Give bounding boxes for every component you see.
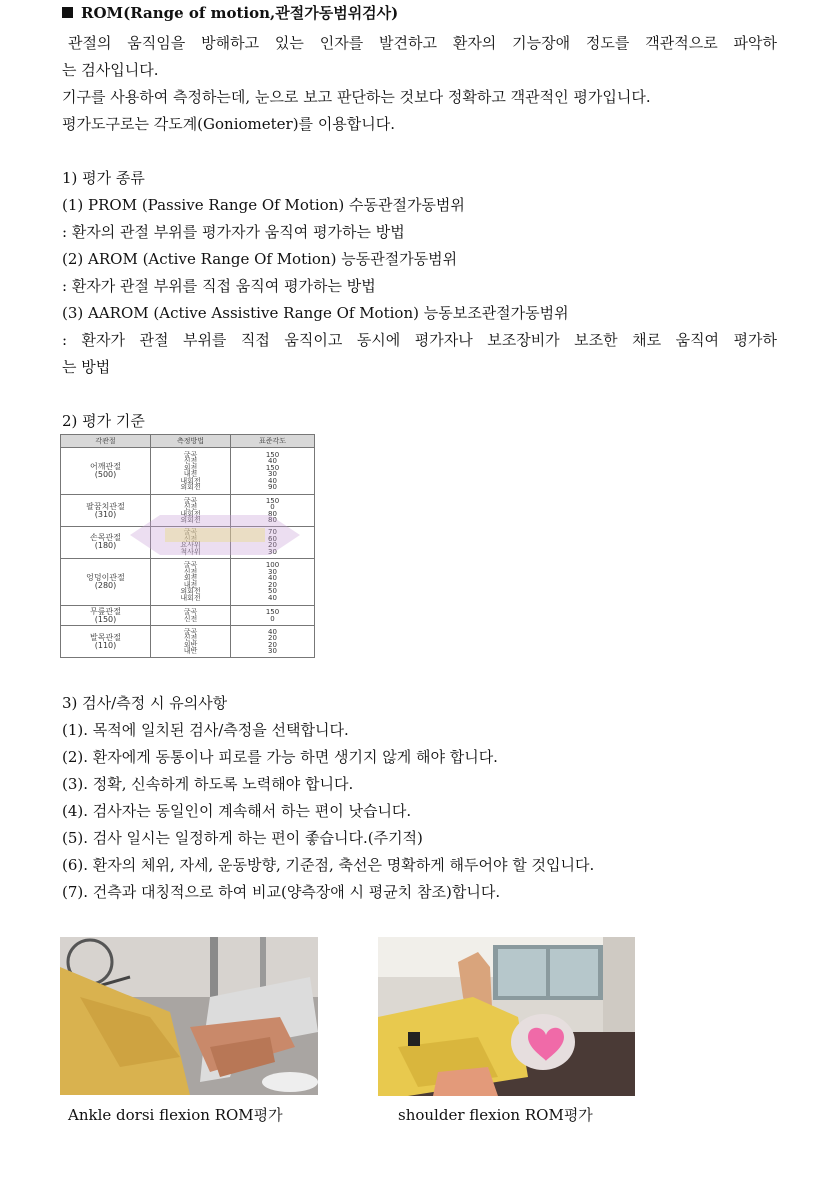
table-row [61, 626, 315, 658]
intro-line-4: 평가도구로는 각도계(Goniometer)를 이용합니다. [62, 115, 396, 133]
prom-line: (1) PROM (Passive Range Of Motion) 수동관절가동범위 [62, 196, 465, 214]
method-item: 신전 [183, 567, 198, 576]
right-photo-caption: shoulder flexion ROM평가 [398, 1106, 593, 1124]
angle-value: 60 [268, 534, 277, 543]
method-item: 굴곡 [183, 561, 198, 570]
aarom-line: (3) AAROM (Active Assistive Range Of Motion) 능동보조관절가동범위 [62, 304, 569, 322]
section2-title: 2) 평가 기준 [62, 412, 145, 430]
angle-value: 20 [268, 580, 277, 589]
method-item: 외회전 [180, 587, 201, 596]
angle-value: 40 [268, 476, 277, 485]
arom-line: (2) AROM (Active Range Of Motion) 능동관절가동범위 [62, 250, 458, 268]
angle-cell [231, 606, 315, 626]
section3-title: 3) 검사/측정 시 유의사항 [62, 694, 228, 712]
aarom-description-2: 는 방법 [62, 358, 111, 376]
joint-cell [61, 448, 151, 495]
caution-item-4: (4). 검사자는 동일인이 계속해서 하는 편이 낫습니다. [62, 802, 412, 820]
angle-value: 150 [265, 608, 280, 617]
table-row [61, 558, 315, 605]
page-title [62, 3, 398, 23]
caution-item-7: (7). 건측과 대칭적으로 하여 비교(양측장애 시 평균치 참조)합니다. [62, 883, 501, 901]
joint-total: (500) [94, 470, 117, 480]
joint-cell [61, 626, 151, 658]
header-angle: 표준각도 [231, 435, 315, 448]
method-item: 굴곡 [183, 627, 198, 636]
method-item: 신전 [183, 614, 198, 623]
joint-name: 엉덩이관절 [86, 572, 125, 582]
table-row [61, 495, 315, 527]
joint-total: (280) [94, 580, 117, 590]
method-item: 신전 [183, 534, 198, 543]
arom-description: : 환자가 관절 부위를 직접 움직여 평가하는 방법 [62, 277, 376, 295]
ankle-dorsi-flexion-photo [60, 937, 318, 1095]
angle-value: 20 [268, 640, 277, 649]
joint-cell [61, 527, 151, 559]
method-item: 외전 [183, 463, 198, 472]
prom-description: : 환자의 관절 부위를 평가자가 움직여 평가하는 방법 [62, 223, 405, 241]
left-photo-caption: Ankle dorsi flexion ROM평가 [68, 1106, 283, 1124]
joint-name: 발목관절 [90, 632, 121, 642]
angle-cell [231, 558, 315, 605]
method-item: 내회전 [180, 593, 201, 602]
intro-line-3: 기구를 사용하여 측정하는데, 눈으로 보고 판단하는 것보다 정확하고 객관적인 평가입니다. [62, 88, 651, 106]
angle-value: 90 [268, 483, 277, 492]
method-cell [151, 626, 231, 658]
method-item: 내반 [183, 647, 198, 656]
angle-cell [231, 527, 315, 559]
joint-name: 무릎관절 [90, 606, 121, 616]
method-item: 굴곡 [183, 450, 198, 459]
method-item: 신전 [183, 503, 198, 512]
caution-item-5: (5). 검사 일시는 일정하게 하는 편이 좋습니다.(주기적) [62, 829, 423, 847]
angle-value: 70 [268, 528, 277, 537]
angle-value: 150 [265, 463, 280, 472]
method-item: 외회전 [180, 483, 201, 492]
angle-value: 80 [268, 509, 277, 518]
square-bullet-icon [62, 7, 73, 18]
table-row [61, 448, 315, 495]
angle-value: 20 [268, 634, 277, 643]
method-cell [151, 606, 231, 626]
joint-total: (110) [94, 640, 117, 650]
joint-name: 손목관절 [90, 533, 121, 543]
method-item: 외전 [183, 574, 198, 583]
angle-value: 80 [268, 516, 277, 525]
method-item: 외회전 [180, 516, 201, 525]
angle-value: 20 [268, 541, 277, 550]
intro-line-2: 는 검사입니다. [62, 61, 159, 79]
joint-total: (150) [94, 614, 117, 624]
angle-value: 0 [270, 614, 275, 623]
joint-total: (310) [94, 509, 117, 519]
table-row [61, 527, 315, 559]
joint-total: (180) [94, 541, 117, 551]
method-item: 요사위 [180, 541, 201, 550]
method-item: 내전 [183, 580, 198, 589]
angle-value: 150 [265, 450, 280, 459]
table-header-row [61, 435, 315, 448]
caution-item-2: (2). 환자에게 동통이나 피로를 가능 하면 생기지 않게 해야 합니다. [62, 748, 498, 766]
joint-cell [61, 495, 151, 527]
method-item: 굴곡 [183, 528, 198, 537]
shoulder-flexion-photo [378, 937, 635, 1096]
angle-value: 30 [268, 567, 277, 576]
angle-value: 40 [268, 627, 277, 636]
method-cell [151, 495, 231, 527]
angle-value: 50 [268, 587, 277, 596]
caution-item-3: (3). 정확, 신속하게 하도록 노력해야 합니다. [62, 775, 354, 793]
method-item: 외반 [183, 640, 198, 649]
method-item: 내회전 [180, 509, 201, 518]
section1-title: 1) 평가 종류 [62, 169, 145, 187]
angle-value: 150 [265, 496, 280, 505]
method-item: 척사위 [180, 547, 201, 556]
caution-item-1: (1). 목적에 일치된 검사/측정을 선택합니다. [62, 721, 349, 739]
method-item: 내전 [183, 470, 198, 479]
joint-name: 어깨관절 [90, 462, 121, 472]
method-item: 내회전 [180, 476, 201, 485]
page-title-text: ROM(Range of motion,관절가동범위검사) [81, 4, 399, 22]
intro-line-1: 관절의 움직임을 방해하고 있는 인자를 발견하고 환자의 기능장애 정도를 객관적으로 파악하 [68, 34, 777, 52]
method-item: 굴곡 [183, 608, 198, 617]
joint-cell [61, 606, 151, 626]
angle-value: 30 [268, 470, 277, 479]
method-item: 신전 [183, 634, 198, 643]
header-method: 측정방법 [151, 435, 231, 448]
angle-value: 40 [268, 457, 277, 466]
angle-cell [231, 626, 315, 658]
angle-value: 0 [270, 503, 275, 512]
angle-value: 30 [268, 647, 277, 656]
rom-standard-table [60, 434, 315, 658]
header-joint: 각관절 [61, 435, 151, 448]
table-row [61, 606, 315, 626]
angle-value: 100 [265, 561, 280, 570]
method-item: 신전 [183, 457, 198, 466]
angle-value: 40 [268, 593, 277, 602]
method-item: 굴곡 [183, 496, 198, 505]
aarom-description-1: : 환자가 관절 부위를 직접 움직이고 동시에 평가자나 보조장비가 보조한 채로 움직여 평가하 [62, 331, 777, 349]
angle-value: 40 [268, 574, 277, 583]
angle-cell [231, 448, 315, 495]
joint-name: 팔꿈치관절 [86, 501, 125, 511]
joint-cell [61, 558, 151, 605]
caution-item-6: (6). 환자의 체위, 자세, 운동방향, 기준점, 축선은 명확하게 해두어야 할 것입니다. [62, 856, 595, 874]
method-cell [151, 448, 231, 495]
angle-value: 30 [268, 547, 277, 556]
method-cell [151, 527, 231, 559]
angle-cell [231, 495, 315, 527]
method-cell [151, 558, 231, 605]
